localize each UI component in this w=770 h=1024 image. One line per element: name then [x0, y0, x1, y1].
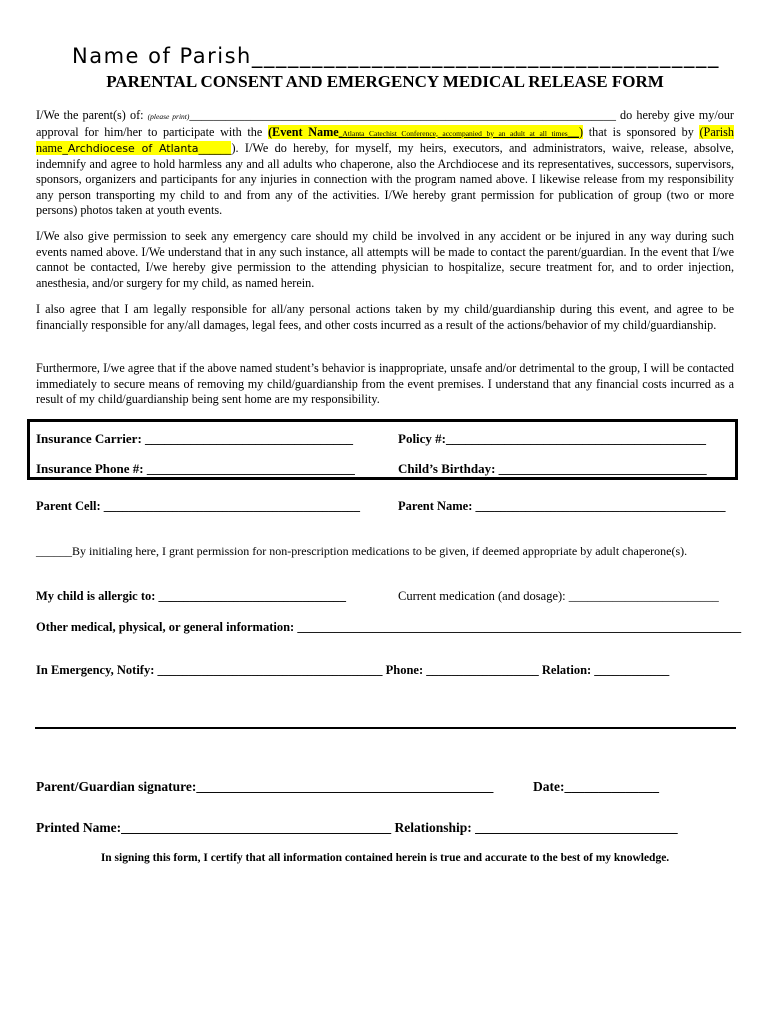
event-name-close: ) [578, 124, 584, 139]
event-name-label: (Event Name [268, 124, 339, 139]
emergency-contact-field[interactable]: In Emergency, Notify: ____________________________________ Phone: __________________ Relation: ____________ [36, 663, 670, 677]
release-text-approval: do hereby give my/our approval for him/her to participate with the [36, 108, 734, 139]
insurance-phone-field[interactable]: Insurance Phone #: ________________________________ [36, 461, 355, 476]
parish-name-heading: Name of Parish_______________________________________ [72, 44, 720, 68]
please-print-hint: (please print) [147, 112, 190, 121]
insurance-carrier-field[interactable]: Insurance Carrier: ________________________________ [36, 431, 354, 446]
policy-number-field[interactable]: Policy #:________________________________________ [398, 431, 707, 446]
release-text-start: I/We the parent(s) of: [36, 108, 148, 122]
child-name-blank[interactable]: ______________________________________________________________________ [189, 108, 616, 122]
medication-initial-field[interactable]: ______By initialing here, I grant permission for non-prescription medications to be given, if deemed appropriate by adult chaperone(s). [36, 544, 688, 558]
release-text-rest: ). I/We do hereby, for myself, my heirs, executors, and administrators, waive, release, absolve, indemnify and agree to hold harmless any and all adults who chaperone, also the Archdiocese and its representatives, successors, supervisors, sponsors, organizers and participants for any injuries in connection with the program named above. I likewise release from my responsibility any person transporting my child to and from any of the activities. I/We hereby grant permission for publication of group (two or more persons) photos taken at youth events. [36, 141, 734, 217]
emergency-care-paragraph: I/We also give permission to seek any emergency care should my child be involved in any accident or be injured in any way during such events named above. I/We understand that in any such instance, all attempts will be made to contact the parent/guardian. In the event that I/we cannot be contacted, I/we hereby give permission to the attending physician to hospitalize, secure treatment for, and to order injection, anesthesia, and/or surgery for my child, as named herein. [36, 229, 734, 290]
parish-name-value: _Archdiocese of Atlanta______ [62, 142, 232, 155]
event-name-field[interactable] [268, 125, 583, 139]
certification-statement: In signing this form, I certify that all information contained herein is true and accurate to the best of my knowledge. [100, 852, 670, 864]
other-medical-info-field[interactable]: Other medical, physical, or general information: _______________________________________________________________________ [36, 620, 742, 634]
parent-signature-field[interactable]: Parent/Guardian signature:____________________________________________ [36, 779, 494, 794]
release-paragraph [36, 108, 734, 219]
behavior-paragraph: Furthermore, I/we agree that if the above named student’s behavior is inappropriate, unsafe and/or detrimental to the group, I will be contacted immediately to secure means of removing my child/guardianship from the event premises. I understand that any financial costs incurred as a result of my child/guardianship being sent home are my responsibility. [36, 361, 734, 406]
responsibility-paragraph: I also agree that I am legally responsible for all/any personal actions taken by my child/guardianship during this event, and agree to be financially responsible for any/all damages, legal fees, and other costs incurred as a result of the actions/behavior of my child/guardianship. [36, 302, 734, 332]
allergy-field[interactable]: My child is allergic to: ______________________________ [36, 589, 347, 603]
release-text-sponsor: that is sponsored by [583, 124, 700, 139]
parent-name-field[interactable]: Parent Name: ________________________________________ [398, 499, 726, 513]
form-title: PARENTAL CONSENT AND EMERGENCY MEDICAL RELEASE FORM [106, 72, 664, 91]
signature-date-field[interactable]: Date:______________ [533, 779, 659, 794]
current-medication-field[interactable]: Current medication (and dosage): ________________________ [398, 589, 719, 603]
event-name-value: _Atlanta Catechist Conference, accompanied by an adult at all times___ [338, 128, 579, 138]
parish-name-label: (Parish name [36, 124, 735, 155]
section-divider [35, 727, 736, 729]
printed-name-relationship-field[interactable]: Printed Name:________________________________________ Relationship: ______________________________ [36, 820, 678, 835]
parent-cell-field[interactable]: Parent Cell: _________________________________________ [36, 499, 361, 513]
child-birthday-field[interactable]: Child’s Birthday: ________________________________ [398, 461, 707, 476]
